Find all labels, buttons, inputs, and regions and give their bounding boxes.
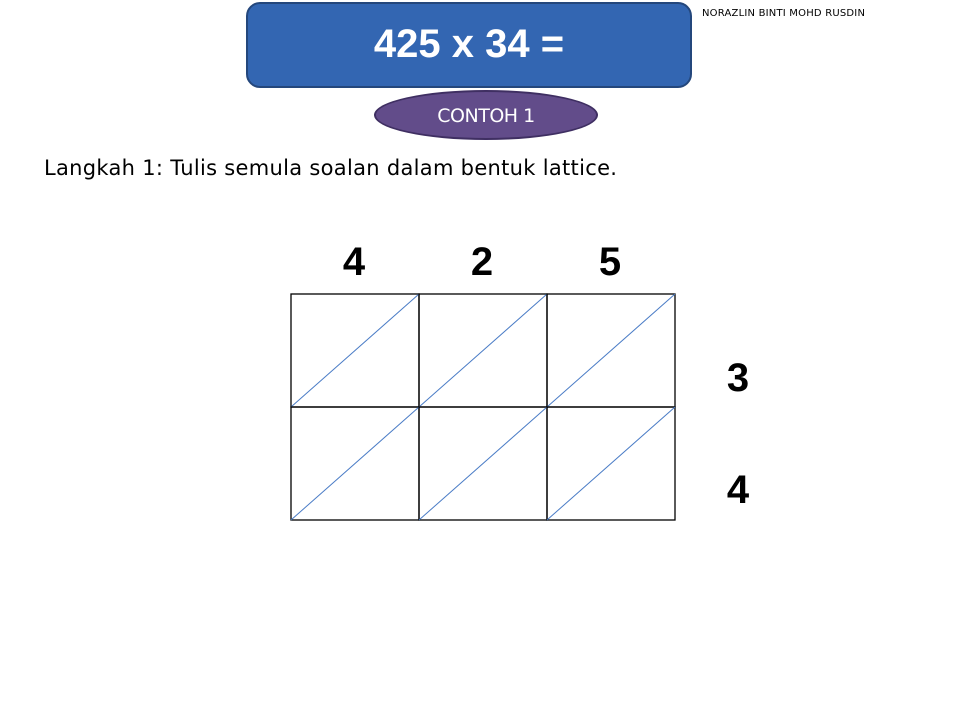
example-badge-label: CONTOH 1 [437,105,535,127]
lattice-diagonal [419,407,547,520]
side-digit: 4 [726,468,750,512]
side-digit: 3 [726,356,750,400]
top-digit: 5 [598,240,622,284]
lattice-diagonal [419,294,547,407]
title-equation: 425 x 34 = [373,22,565,66]
top-digit: 2 [470,240,494,284]
step-instruction: Langkah 1: Tulis semula soalan dalam bentuk lattice. [44,156,618,180]
top-digit: 4 [342,240,366,284]
lattice-diagonal [291,294,419,407]
lattice-diagonal [547,294,675,407]
lattice-diagonal [291,407,419,520]
lattice-diagonal [547,407,675,520]
author-name: NORAZLIN BINTI MOHD RUSDIN [702,8,866,19]
